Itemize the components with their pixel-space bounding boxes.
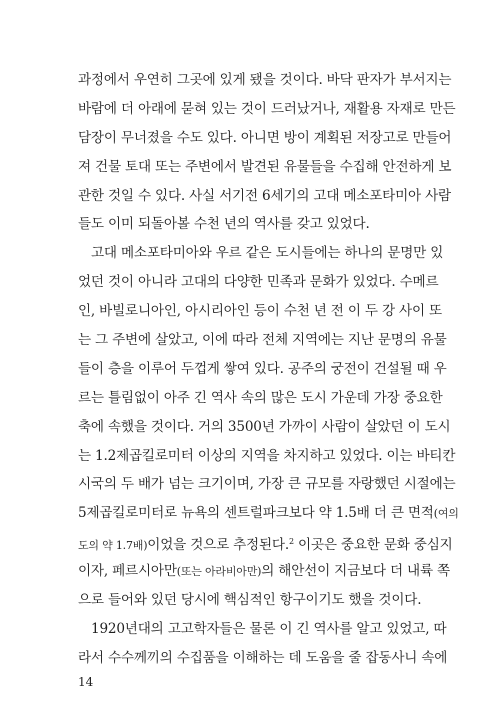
text-line: 1920년대의 고고학자들은 물론 이 긴 역사를 알고 있었고, 따 [91, 620, 447, 637]
text-line [78, 528, 453, 557]
footnote-marker[interactable]: 2 [288, 537, 294, 547]
text-line: 축에 속했을 것이다. 거의 3500년 가까이 사람이 살았던 이 도시 [78, 418, 451, 435]
text-line: 르는 틀림없이 아주 긴 역사 속의 많은 도시 가운데 가장 중요한 [78, 389, 443, 406]
body-text [78, 66, 459, 673]
text-run: 이곳은 중요한 문화 중심지 [293, 537, 453, 554]
parenthetical-note: (여의 [433, 507, 459, 521]
text-line: 는 1.2제곱킬로미터 이상의 지역을 차지하고 있었다. 이는 바티칸 [78, 447, 456, 464]
text-line: 관한 것일 수 있다. 사실 서기전 6세기의 고대 메소포타미아 사람 [78, 187, 451, 204]
page-number: 14 [78, 675, 94, 689]
text-line: 들이 층을 이루어 두껍게 쌓여 있다. 공주의 궁전이 건설될 때 우 [78, 360, 447, 377]
text-line: 과정에서 우연히 그곳에 있게 됐을 것이다. 바닥 판자가 부서지는 [78, 72, 452, 88]
text-line: 으로 들어와 있던 당시에 핵심적인 항구이기도 했을 것이다. [78, 592, 422, 609]
text-line: 인, 바빌로니아인, 아시리아인 등이 수천 년 전 이 두 강 사이 또 [78, 303, 442, 320]
text-line: 담장이 무너졌을 수도 있다. 아니면 방이 계획된 저장고로 만들어 [78, 129, 452, 146]
text-line: 바람에 더 아래에 묻혀 있는 것이 드러났거나, 재활용 자재로 만든 [78, 100, 456, 117]
text-run: 이자, 페르시아만 [78, 563, 177, 580]
parenthetical-note: 도의 약 1.7배) [78, 539, 148, 553]
parenthetical-note: (또는 아라비아만) [176, 565, 262, 579]
text-line: 었던 것이 아니라 고대의 다양한 민족과 문화가 있었다. 수메르 [78, 274, 439, 291]
text-line: 고대 메소포타미아와 우르 같은 도시들에는 하나의 문명만 있 [91, 245, 444, 262]
text-run: 이었을 것으로 추정된다. [147, 537, 289, 554]
text-line [78, 499, 459, 528]
text-line: 져 건물 토대 또는 주변에서 발견된 유물들을 수집해 안전하게 보 [78, 158, 452, 175]
text-run: 의 해안선이 지금보다 더 내륙 쪽 [261, 563, 450, 580]
text-line: 시국의 두 배가 넘는 크기이며, 가장 큰 규모를 자랑했던 시절에는 [78, 476, 456, 493]
text-line [78, 557, 450, 586]
text-line: 들도 이미 되돌아볼 수천 년의 역사를 갖고 있었다. [78, 216, 370, 233]
text-line: 는 그 주변에 살았고, 이에 따라 전체 지역에는 지난 문명의 유물 [78, 332, 447, 349]
text-line: 라서 수수께끼의 수집품을 이해하는 데 도움을 줄 잡동사니 속에 [78, 649, 448, 666]
text-run: 5제곱킬로미터로 뉴욕의 센트럴파크보다 약 1.5배 더 큰 면적 [78, 505, 434, 522]
